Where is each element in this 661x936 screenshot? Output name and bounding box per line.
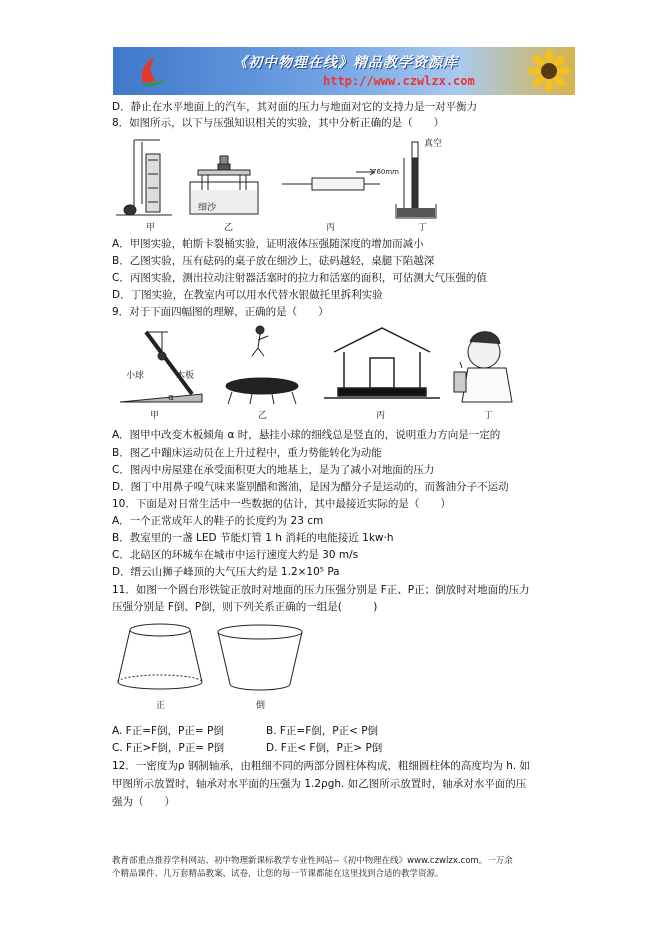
q12-stem-line3: 强为（ ） — [112, 796, 175, 808]
q11-option-b: B. F正=F倒，P正< P倒 — [266, 725, 379, 737]
q11-figure — [112, 620, 312, 712]
q8-mm-text: 760mm — [372, 168, 399, 176]
q11-stem-line2: 压强分别是 F倒、P倒，则下列关系正确的一组是( ) — [112, 601, 378, 613]
q8-label-yi: 乙 — [224, 223, 234, 233]
house-foundation-figure — [324, 328, 440, 398]
q9-ball-text: 小球 — [126, 371, 145, 381]
q9-figure — [112, 322, 522, 422]
q11-label-inverted: 倒 — [256, 701, 266, 711]
q10-stem: 10．下面是对日常生活中一些数据的估计，其中最接近实际的是（ ） — [112, 498, 451, 510]
q9-stem: 9．对于下面四幅图的理解，正确的是（ ） — [112, 306, 329, 318]
q9-option-a: A．图甲中改变木板倾角 α 时，悬挂小球的细线总是竖直的，说明重力方向是一定的 — [112, 429, 501, 441]
q8-option-b: B．乙图实验，压有砝码的桌子放在细沙上，砝码越轻，桌腿下陷越深 — [112, 255, 435, 267]
q12-stem-line1: 12．一密度为ρ 钢制轴承，由粗细不同的两部分圆柱体构成，粗细圆柱体的高度均为 h. 如 — [112, 760, 531, 772]
q12-stem-line2: 甲图所示放置时，轴承对水平面的压强为 1.2ρgh. 如乙图所示放置时，轴承对水平面的压 — [112, 778, 527, 790]
footer-line-2: 个精品课件、几万套精品教案、试卷，让您的每一节课都能在这里找到合适的教学资源。 — [112, 869, 444, 879]
q11-option-a: A. F正=F倒，P正= P倒 — [112, 725, 224, 737]
q10-option-b: B．教室里的一盏 LED 节能灯管 1 h 消耗的电能接近 1kw·h — [112, 532, 394, 544]
q9-label-yi: 乙 — [258, 411, 268, 421]
q11-option-d: D. F正< F倒，P正> P倒 — [266, 742, 383, 754]
q11-stem-line1: 11．如图一个圆台形铁锭正放时对地面的压力压强分别是 F正、P正；倒放时对地面的压力 — [112, 584, 530, 596]
q8-sand-text: 细沙 — [198, 203, 217, 213]
q8-option-a: A．甲图实验，帕斯卡裂桶实验，证明液体压强随深度的增加而减小 — [112, 238, 424, 250]
pascal-barrel-figure — [116, 140, 172, 215]
q8-label-jia: 甲 — [146, 223, 156, 233]
banner-title: 《初中物理在线》精品教学资源库 — [233, 55, 458, 71]
q8-option-d: D．丁图实验，在教室内可以用水代替水银做托里拆利实验 — [112, 289, 383, 301]
site-logo-icon — [135, 53, 169, 89]
q8-figure — [112, 134, 452, 234]
smelling-figure — [454, 332, 512, 402]
syringe-figure — [282, 169, 380, 190]
trampoline-figure — [226, 326, 298, 404]
q10-option-c: C．北碚区的环城车在城市中运行速度大约是 30 m/s — [112, 549, 359, 561]
header-banner — [113, 47, 575, 95]
q9-option-d: D．图丁中用鼻子嗅气味来鉴别醋和酱油，是因为醋分子是运动的，而酱油分子不运动 — [112, 481, 509, 493]
q9-board-text: 木板 — [176, 371, 195, 381]
q10-option-d: D．缙云山狮子峰顶的大气压大约是 1.2×10⁵ Pa — [112, 566, 340, 578]
incline-ball-figure — [120, 332, 202, 402]
q9-option-c: C．图丙中房屋建在承受面积更大的地基上，是为了减小对地面的压力 — [112, 464, 435, 476]
sunflower-icon — [527, 49, 571, 93]
q8-label-bing: 丙 — [326, 223, 336, 233]
q9-alpha-text: α — [168, 393, 174, 403]
q8-vacuum-text: 真空 — [424, 139, 443, 149]
q9-label-bing: 丙 — [376, 411, 386, 421]
q9-label-ding: 丁 — [484, 411, 494, 421]
q8-option-c: C．丙图实验，测出拉动注射器活塞时的拉力和活塞的面积，可估测大气压强的值 — [112, 272, 487, 284]
q9-label-jia: 甲 — [150, 411, 160, 421]
q8-stem: 8．如图所示，以下与压强知识相关的实验，其中分析正确的是（ ） — [112, 117, 445, 129]
q10-option-a: A．一个正常成年人的鞋子的长度约为 23 cm — [112, 515, 324, 527]
q11-option-c: C. F正>F倒，P正= P倒 — [112, 742, 225, 754]
torricelli-figure — [396, 142, 436, 218]
q7-option-d: D．静止在水平地面上的汽车，其对面的压力与地面对它的支持力是一对平衡力 — [112, 101, 478, 113]
q9-option-b: B．图乙中蹦床运动员在上升过程中，重力势能转化为动能 — [112, 447, 382, 459]
q8-label-ding: 丁 — [418, 223, 428, 233]
q11-label-upright: 正 — [156, 701, 166, 711]
frustum-inverted — [218, 625, 302, 690]
page-footer — [112, 855, 552, 881]
footer-line-1: 教育部重点推荐学科网站、初中物理新课标教学专业性网站--《初中物理在线》www.czwlzx.com。一万余 — [112, 856, 513, 866]
frustum-upright — [118, 624, 202, 689]
banner-url: http://www.czwlzx.com — [323, 74, 475, 88]
